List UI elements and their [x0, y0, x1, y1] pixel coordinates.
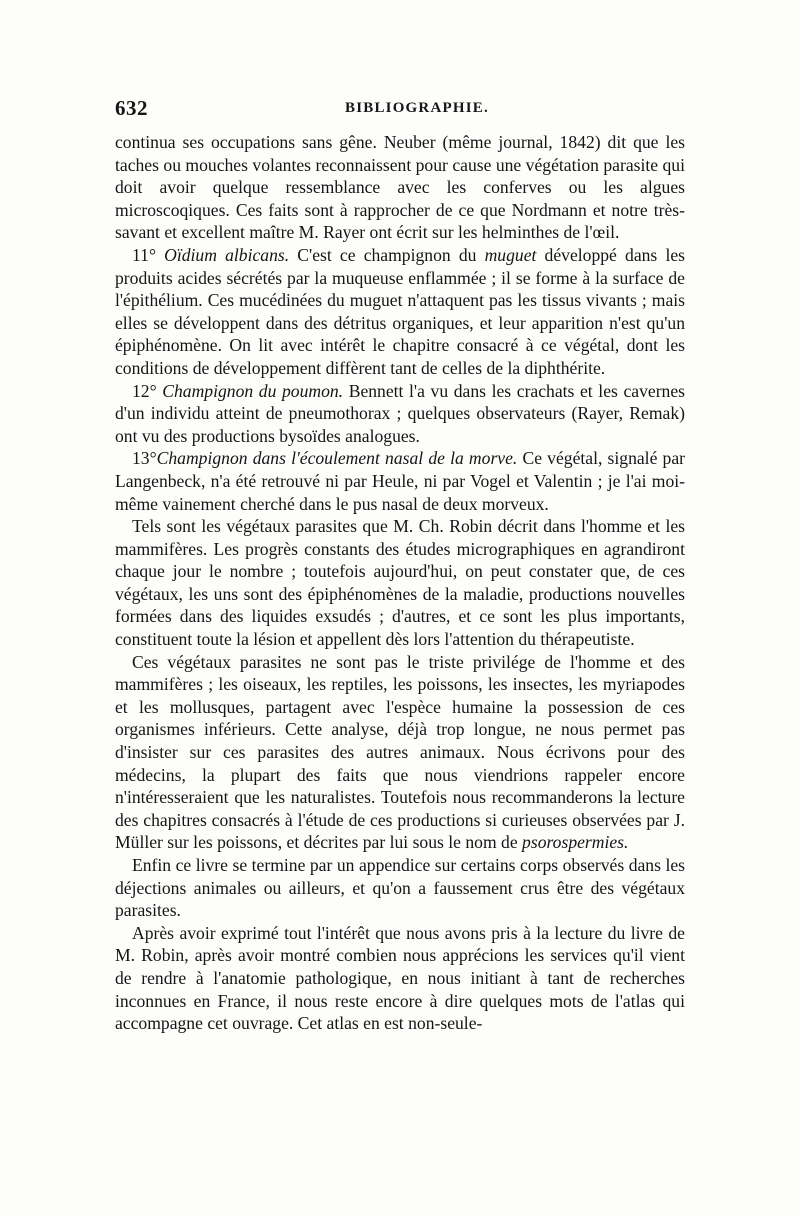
- paragraph-vegetaux-parasites: [115, 515, 685, 651]
- running-title: BIBLIOGRAPHIE.: [345, 100, 489, 116]
- item-title: Champignon du poumon.: [162, 380, 344, 401]
- item-title: Oïdium albicans.: [164, 244, 290, 265]
- item-number: 12°: [132, 380, 157, 401]
- emphasis: muguet: [484, 244, 537, 265]
- paragraph-text: C'est ce champignon du: [289, 244, 485, 265]
- page-header: [115, 96, 685, 126]
- paragraph-text: Enfin ce livre se termine par un appendice sur certains corps observés dans les déjections animales ou ailleurs, et qu'on a faussement crus être des végétaux parasites.: [115, 855, 685, 921]
- paragraph-text: développé dans les produits acides sécrétés par la muqueuse enflammée ; il se forme à la surface de l'épithélium. Ces mucédinées du muguet n'attaquent pas les tissus vivants ; mais elles se développent dans des détritus organiques, et leur apparition n'est qu'un épiphénomène. On lit avec intérêt le chapitre consacré à ce végétal, dont les conditions de développement diffèrent tant de celles de la diphthérite.: [115, 244, 685, 378]
- emphasis: psorospermies.: [522, 832, 629, 853]
- paragraph-atlas: [115, 922, 685, 1035]
- body-text: [115, 131, 685, 1035]
- paragraph-text: continua ses occupations sans gêne. Neuber (même journal, 1842) dit que les taches ou mouches volantes reconnaissent pour cause une végétation parasite qui doit avoir quelque ressemblance avec les conferves ou les algues microscoqiques. Ces faits sont à rapprocher de ce que Nordmann et notre très-savant et excellent maître M. Rayer ont écrit sur les helminthes de l'œil.: [115, 132, 685, 243]
- paragraph-text: Bennett l'a vu dans les crachats et les cavernes d'un individu atteint de pneumothorax ; quelques observateurs (Rayer, Remak) ont vu des productions bysoïdes analogues.: [115, 380, 686, 446]
- paragraph-champignon-morve: [115, 447, 685, 515]
- item-title: Champignon dans l'écoulement nasal de la morve.: [156, 448, 518, 469]
- item-number: 13°: [132, 448, 157, 469]
- paragraph-oidium-albicans: [115, 244, 685, 380]
- paragraph-text: Tels sont les végétaux parasites que M. Ch. Robin décrit dans l'homme et les mammifères. Les progrès constants des études micrographiques en agrandiront chaque jour le nombre ; toutefois aujourd'hui, on peut constater que, de ces végétaux, les uns sont des épiphénomènes de la maladie, productions nouvelles formées dans des liquides exsudés ; d'autres, et ce sont les plus importants, constituent toute la lésion et appellent dès lors l'attention du thérapeutiste.: [115, 516, 685, 650]
- paragraph-text: Ce végétal, signalé par Langenbeck, n'a été retrouvé ni par Heule, ni par Vogel et Valentin ; je l'ai moi-même vainement cherché dans le pus nasal de deux morveux.: [115, 448, 686, 514]
- paragraph-appendice: [115, 854, 685, 922]
- paragraph-text: Ces végétaux parasites ne sont pas le triste privilége de l'homme et des mammifères ; les oiseaux, les reptiles, les poissons, les insectes, les myriapodes et les mollusques, partagent avec l'espèce humaine la possession de ces organismes inférieurs. Cette analyse, déjà trop longue, ne nous permet pas d'insister sur ces parasites des autres animaux. Nous écrivons pour des médecins, la plupart des faits que nous viendrions rappeler encore n'intéresseraient que les naturalistes. Toutefois nous recommanderons la lecture des chapitres consacrés à l'étude de ces productions si curieuses observées par J. Müller sur les poissons, et décrites par lui sous le nom de: [115, 651, 685, 853]
- page-number: 632: [115, 96, 148, 120]
- paragraph-text: Après avoir exprimé tout l'intérêt que nous avons pris à la lecture du livre de M. Robin, après avoir montré combien nous apprécions les services qu'il vient de rendre à l'anatomie pathologique, en nous initiant à tant de recherches inconnues en France, il nous reste encore à dire quelques mots de l'atlas qui accompagne cet ouvrage. Cet atlas en est non-seule-: [115, 922, 685, 1034]
- paragraph-continuation: [115, 131, 685, 244]
- paragraph-autres-animaux: [115, 651, 685, 854]
- paragraph-champignon-poumon: [115, 380, 685, 448]
- item-number: 11°: [132, 244, 156, 265]
